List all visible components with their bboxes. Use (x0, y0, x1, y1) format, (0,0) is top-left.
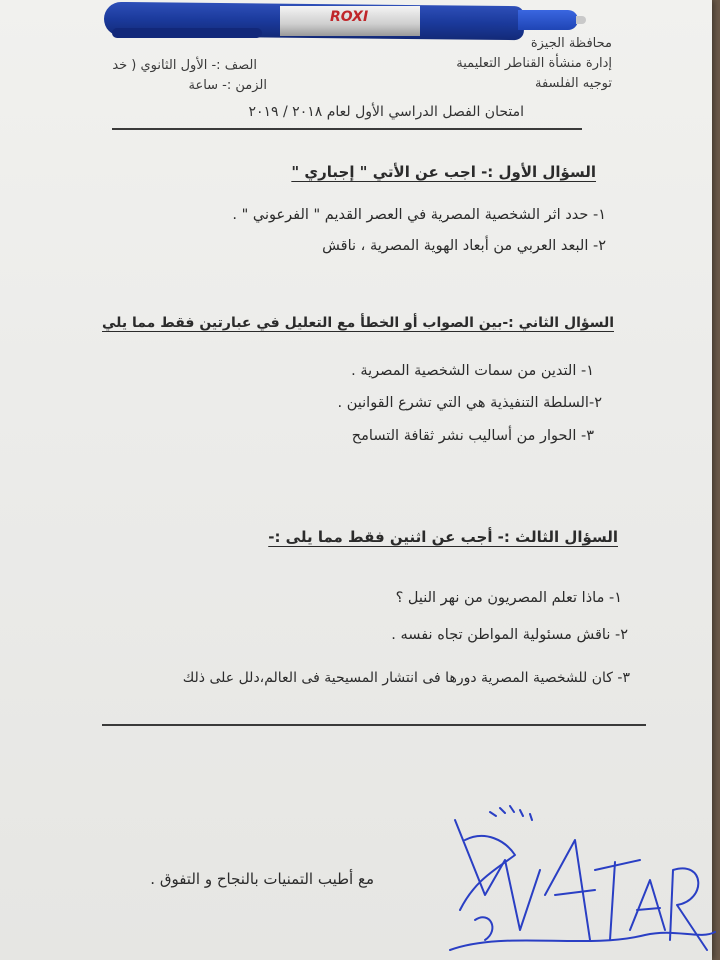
question-3-title: السؤال الثالث :- أجب عن اثنين فقط مما يلى :- (268, 528, 618, 546)
time-label: الزمن :- ساعة (188, 78, 267, 93)
pen-tip (518, 10, 578, 30)
question-2-item: ١- التدين من سمات الشخصية المصرية . (351, 363, 594, 379)
question-1-item: ١- حدد اثر الشخصية المصرية في العصر القديم " الفرعوني " . (232, 207, 606, 223)
question-1-title: السؤال الأول :- اجب عن الأتي " إجباري " (291, 163, 596, 181)
question-3-item: ٣- كان للشخصية المصرية دورها فى انتشار المسيحية فى العالم،دلل على ذلك (182, 670, 630, 686)
question-3-item: ١- ماذا تعلم المصريون من نهر النيل ؟ (395, 590, 622, 606)
wishes-text: مع أطيب التمنيات بالنجاح و التفوق . (150, 870, 374, 888)
question-3-item: ٢- ناقش مسئولية المواطن تجاه نفسه . (391, 627, 628, 643)
grade-label: الصف :- الأول الثانوي ( خد (112, 58, 257, 73)
pen-clip (112, 28, 262, 38)
question-2-item: ٣- الحوار من أساليب نشر ثقافة التسامح (351, 428, 594, 444)
handwritten-signature-icon (445, 800, 720, 960)
question-2-item: ٢-السلطة التنفيذية هي التي تشرع القوانين . (337, 395, 602, 411)
footer-divider (102, 724, 646, 726)
exam-title: امتحان الفصل الدراسي الأول لعام ٢٠١٨ / ٢٠١٩ (248, 104, 524, 120)
pen-point (576, 16, 586, 24)
supervision-label: توجيه الفلسفة (535, 76, 612, 91)
question-1-item: ٢- البعد العربي من أبعاد الهوية المصرية ، ناقش (322, 238, 606, 254)
header-divider (112, 128, 582, 130)
governorate-label: محافظة الجيزة (530, 36, 612, 51)
question-2-title: السؤال الثاني :-بين الصواب أو الخطأ مع التعليل في عبارتين فقط مما يلي (102, 315, 614, 331)
administration-label: إدارة منشأة القناطر التعليمية (456, 56, 612, 71)
pen-brand-label: ROXI (330, 9, 369, 25)
